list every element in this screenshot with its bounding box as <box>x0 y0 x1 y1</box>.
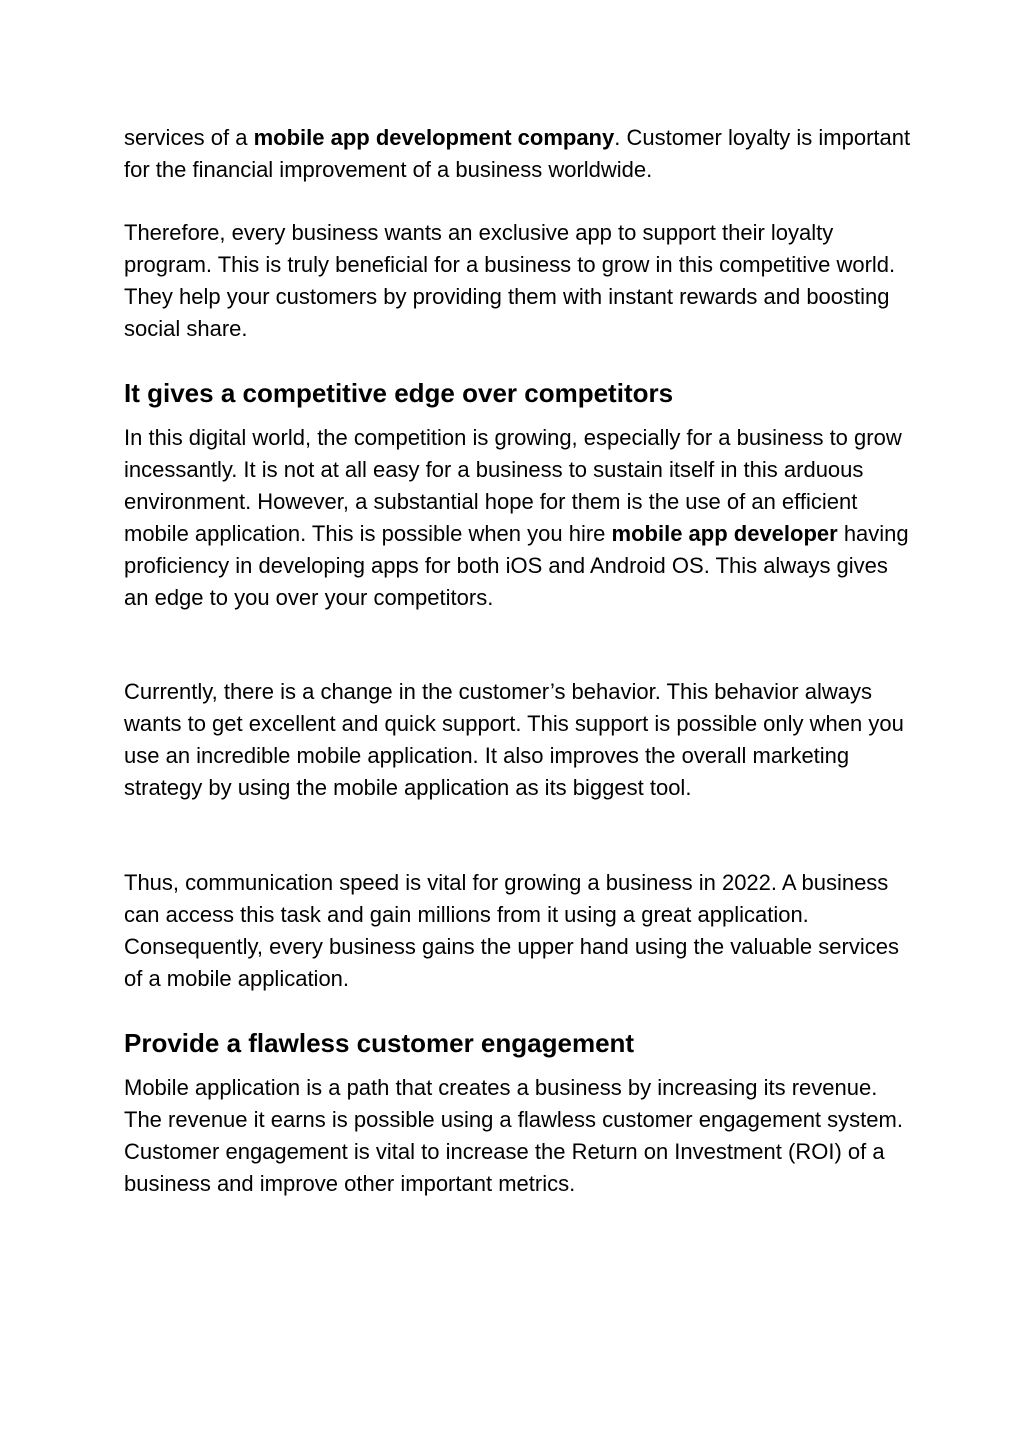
paragraph-communication-speed: Thus, communication speed is vital for growing a business in 2022. A business can access this task and gain millions from it using a great application. Consequently, every business gains the upper hand using the valuable services of a mobile application. <box>124 870 899 991</box>
paragraph-text: services of a <box>124 125 254 150</box>
paragraph-loyalty-intro <box>124 122 914 186</box>
paragraph-engagement-revenue: Mobile application is a path that creates a business by increasing its revenue. The revenue it earns is possible using a flawless customer engagement system. Customer engagement is vital to increase the Return on Investment (ROI) of a business and improve other important metrics. <box>124 1075 903 1196</box>
paragraph-customer-behavior: Currently, there is a change in the customer’s behavior. This behavior always wants to get excellent and quick support. This support is possible only when you use an incredible mobile application. It also improves the overall marketing strategy by using the mobile application as its biggest tool. <box>124 679 904 800</box>
paragraph-loyalty-program: Therefore, every business wants an exclusive app to support their loyalty program. This is truly beneficial for a business to grow in this competitive world. They help your customers by providing them with instant rewards and boosting social share. <box>124 220 896 341</box>
bold-keyword-mobile-app-development-company: mobile app development company <box>253 125 615 150</box>
paragraph-text: In this digital world, the competition is growing, especially for a business to grow incessantly. It is not at all easy for a business to sustain itself in this arduous environment. However, a substantial hope for them is the use of an efficient mobile application. This is possible when you hire <box>124 425 902 546</box>
paragraph-digital-competition <box>124 422 914 614</box>
paragraph-text: having proficiency in developing apps for both iOS and Android OS. This always gives an edge to you over your competitors. <box>124 521 909 610</box>
heading-competitive-edge: It gives a competitive edge over competitors <box>124 378 674 408</box>
paragraph-text: . Customer loyalty is important for the financial improvement of a business worldwide. <box>124 125 911 182</box>
bold-keyword-mobile-app-developer: mobile app developer <box>611 521 838 546</box>
heading-customer-engagement: Provide a flawless customer engagement <box>124 1028 635 1058</box>
